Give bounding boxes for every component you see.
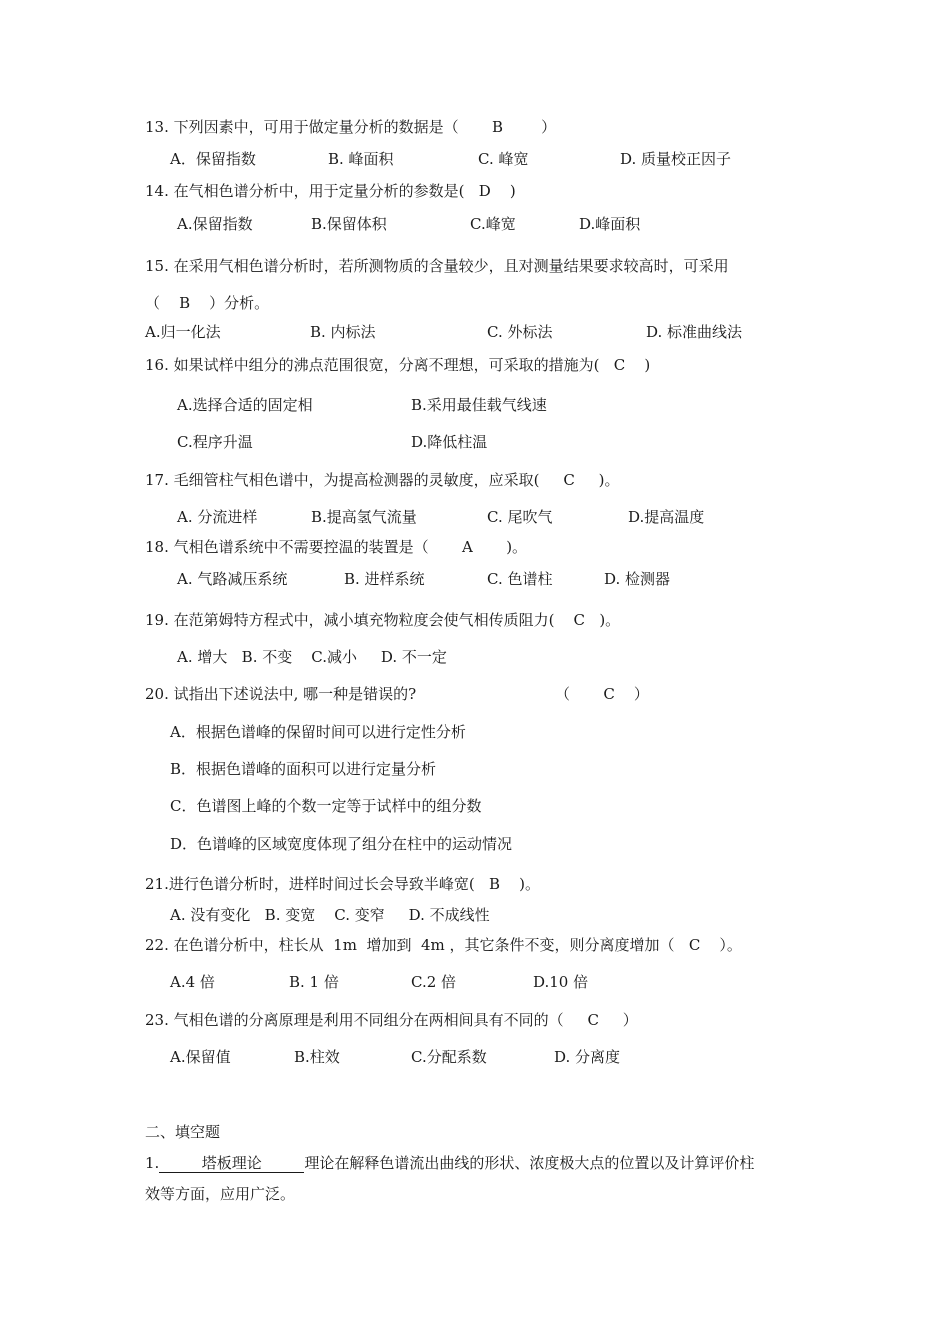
q21-options: A. 没有变化 B. 变宽 C. 变窄 D. 不成线性 — [170, 906, 490, 924]
q19-options: A. 增大 B. 不变 C.减小 D. 不一定 — [177, 648, 447, 666]
fill-q1-text-cont: 效等方面，应用广泛。 — [145, 1185, 296, 1203]
q15-option-c: C. 外标法 — [487, 323, 553, 341]
q21-stem: 21.进行色谱分析时，进样时间过长会导致半峰宽( B )。 — [145, 875, 540, 893]
q18-option-d: D. 检测器 — [604, 570, 671, 588]
q13-option-d: D. 质量校正因子 — [620, 150, 732, 168]
q23-option-a: A.保留值 — [170, 1048, 231, 1066]
q14-option-b: B.保留体积 — [311, 215, 387, 233]
q13-option-b: B. 峰面积 — [328, 150, 394, 168]
q19-stem: 19. 在范第姆特方程式中，减小填充物粒度会使气相传质阻力( C )。 — [145, 611, 621, 629]
q15-option-b: B. 内标法 — [310, 323, 376, 341]
q16-option-a: A.选择合适的固定相 — [177, 396, 313, 414]
q16-option-b: B.采用最佳载气线速 — [411, 396, 547, 414]
q17-option-a: A. 分流进样 — [177, 508, 258, 526]
q20-stem: 20. 试指出下述说法中, 哪一种是错误的? — [145, 685, 417, 703]
q22-option-a: A.4 倍 — [170, 973, 215, 991]
q22-option-c: C.2 倍 — [411, 973, 457, 991]
q18-stem: 18. 气相色谱系统中不需要控温的装置是（ A )。 — [145, 538, 528, 556]
q18-option-c: C. 色谱柱 — [487, 570, 553, 588]
q20-option-d: D．色谱峰的区域宽度体现了组分在柱中的运动情况 — [170, 835, 513, 853]
q23-option-c: C.分配系数 — [411, 1048, 487, 1066]
q13-option-c: C. 峰宽 — [478, 150, 529, 168]
q15-option-d: D. 标准曲线法 — [646, 323, 743, 341]
q15-stem: 15. 在采用气相色谱分析时，若所测物质的含量较少，且对测量结果要求较高时，可采用 — [145, 257, 729, 275]
q15-stem-cont: （ B ）分析。 — [145, 294, 270, 312]
q15-option-a: A.归一化法 — [145, 323, 221, 341]
q22-stem: 22. 在色谱分析中，柱长从 1m 增加到 4m ，其它条件不变，则分离度增加（ C ）。 — [145, 936, 742, 954]
q17-stem: 17. 毛细管柱气相色谱中，为提高检测器的灵敏度，应采取( C )。 — [145, 471, 620, 489]
q23-option-b: B.柱效 — [294, 1048, 340, 1066]
q23-stem: 23. 气相色谱的分离原理是利用不同组分在两相间具有不同的（ C ） — [145, 1011, 638, 1029]
q22-option-d: D.10 倍 — [533, 973, 589, 991]
q17-option-b: B.提高氢气流量 — [311, 508, 417, 526]
q16-stem: 16. 如果试样中组分的沸点范围很宽，分离不理想，可采取的措施为( C ) — [145, 356, 651, 374]
q16-option-c: C.程序升温 — [177, 433, 253, 451]
q17-option-d: D.提高温度 — [628, 508, 705, 526]
q22-option-b: B. 1 倍 — [289, 973, 339, 991]
q18-option-a: A. 气路减压系统 — [177, 570, 288, 588]
q14-option-c: C.峰宽 — [470, 215, 516, 233]
q14-stem: 14. 在气相色谱分析中，用于定量分析的参数是( D ) — [145, 182, 516, 200]
q17-option-c: C. 尾吹气 — [487, 508, 553, 526]
q13-option-a: A．保留指数 — [170, 150, 256, 168]
q20-answer: （ C ） — [555, 685, 649, 703]
q16-option-d: D.降低柱温 — [411, 433, 488, 451]
fill-q1-number: 1. — [145, 1154, 160, 1172]
fill-q1-text: 理论在解释色谱流出曲线的形状、浓度极大点的位置以及计算评价柱 — [304, 1154, 755, 1172]
fill-q1-answer-blank: 塔板理论 — [159, 1154, 304, 1173]
q18-option-b: B. 进样系统 — [344, 570, 425, 588]
q23-option-d: D. 分离度 — [554, 1048, 621, 1066]
fill-question-1 — [145, 1153, 754, 1173]
q20-option-b: B．根据色谱峰的面积可以进行定量分析 — [170, 760, 437, 778]
q20-option-c: C．色谱图上峰的个数一定等于试样中的组分数 — [170, 797, 482, 815]
q14-option-d: D.峰面积 — [579, 215, 641, 233]
q20-option-a: A．根据色谱峰的保留时间可以进行定性分析 — [170, 723, 466, 741]
q14-option-a: A.保留指数 — [177, 215, 253, 233]
section-title: 二、填空题 — [145, 1123, 221, 1141]
q13-stem: 13. 下列因素中，可用于做定量分析的数据是（ B ） — [145, 118, 557, 136]
